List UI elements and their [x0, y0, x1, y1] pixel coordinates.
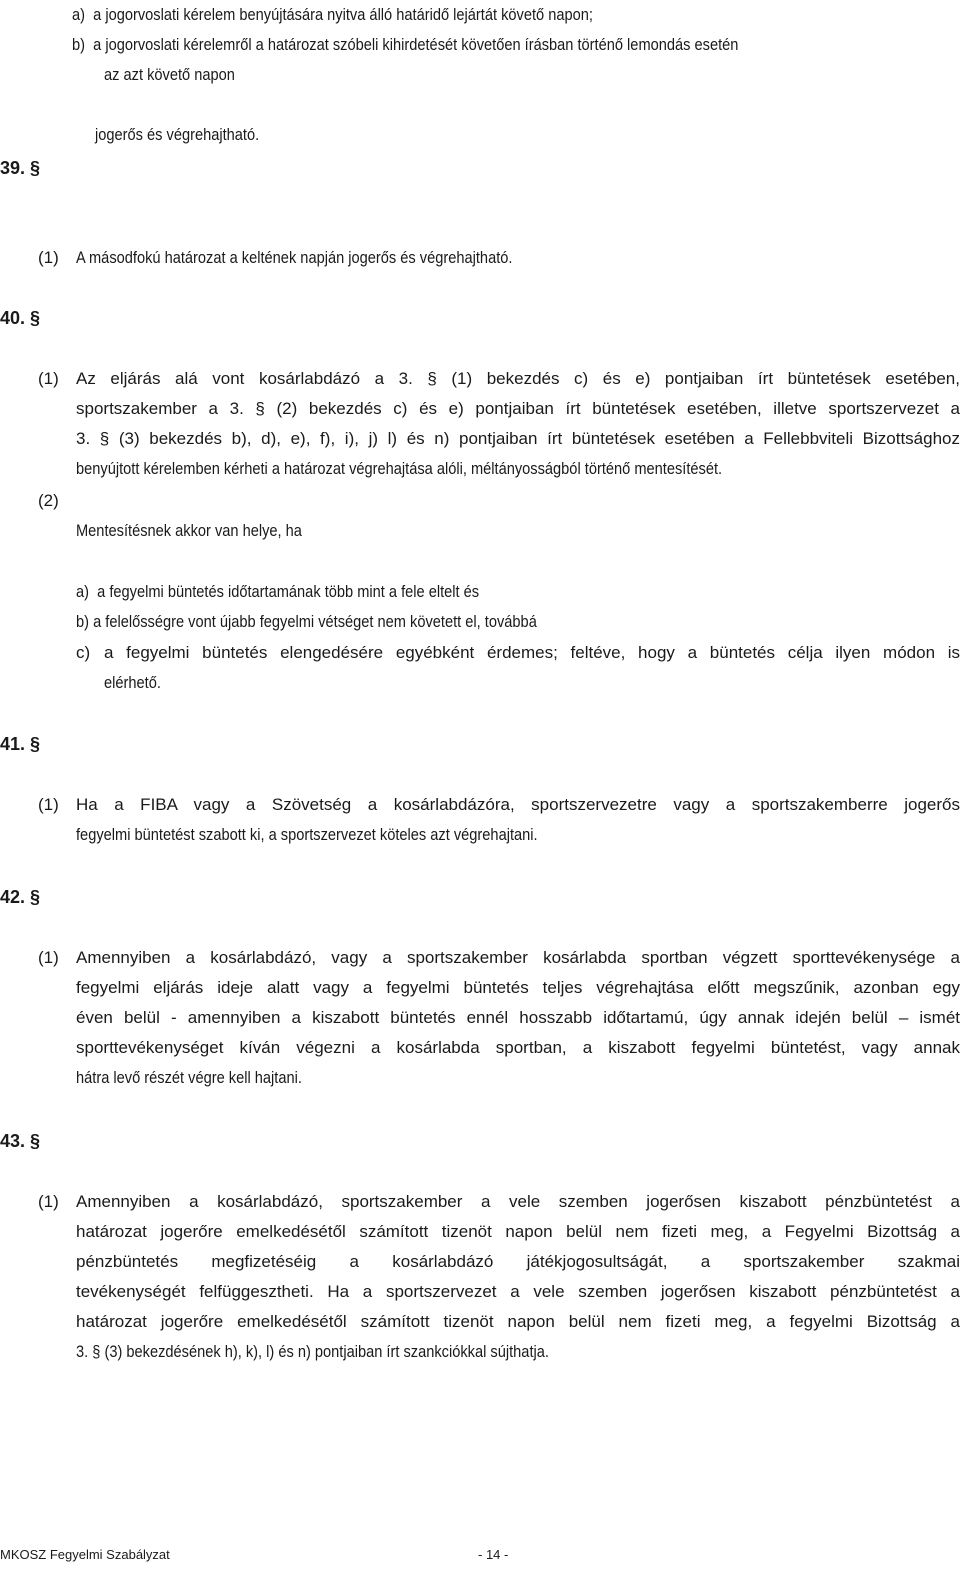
- paragraph-number: (1): [38, 248, 59, 267]
- paragraph-number: (2): [38, 491, 59, 510]
- text-line: 3. § (3) bekezdésének h), k), l) és n) pontjaiban írt szankciókkal sújthatja.: [76, 1342, 549, 1361]
- section-heading-42: 42. §: [0, 887, 41, 907]
- top-list-item-b-cont: az azt követő napon: [104, 65, 235, 84]
- section-42-paragraph-1: [76, 943, 960, 1093]
- text-line: határozat jogerőre emelkedésétől számított tizenöt napon belül nem fizeti meg, a Fegyelmi Bizottság a: [76, 1222, 960, 1241]
- text-line: fegyelmi eljárás ideje alatt vagy a fegyelmi büntetés teljes végrehajtása előtt megszűnik, azonban egy: [76, 978, 960, 997]
- text-line: Amennyiben a kosárlabdázó, sportszakember a vele szemben jogerősen kiszabott pénzbüntetést a: [76, 1192, 960, 1211]
- section-heading-40: 40. §: [0, 308, 41, 328]
- paragraph-number: (1): [38, 1192, 59, 1211]
- text-line: Ha a FIBA vagy a Szövetség a kosárlabdázóra, sportszervezetre vagy a sportszakemberre jogerős: [76, 795, 960, 814]
- section-39-paragraph-1: A másodfokú határozat a keltének napján jogerős és végrehajtható.: [76, 248, 513, 267]
- top-list-item-b: b) a jogorvoslati kérelemről a határozat szóbeli kihirdetését követően írásban történő lemondás esetén: [72, 35, 739, 54]
- text-line: Amennyiben a kosárlabdázó, vagy a sportszakember kosárlabda sportban végzett sporttevékenysége a: [76, 948, 960, 967]
- text-line: sportszakember a 3. § (2) bekezdés c) és e) pontjaiban írt büntetések esetében, illetve sportszervezet a: [76, 399, 960, 418]
- top-list-tail: jogerős és végrehajtható.: [95, 125, 260, 144]
- section-heading-41: 41. §: [0, 734, 41, 754]
- list-item: a) a fegyelmi büntetés időtartamának több mint a fele eltelt és: [76, 582, 480, 601]
- list-item-cont: elérhető.: [104, 673, 161, 692]
- text-line: fegyelmi büntetést szabott ki, a sportszervezet köteles azt végrehajtani.: [76, 825, 538, 844]
- section-40-paragraph-2: Mentesítésnek akkor van helye, ha: [76, 521, 302, 540]
- text-line: benyújtott kérelemben kérheti a határozat végrehajtása alóli, méltányosságból történő mentesítését.: [76, 459, 723, 478]
- section-heading-43: 43. §: [0, 1131, 41, 1151]
- section-41-paragraph-1: [76, 790, 960, 850]
- text-line: pénzbüntetés megfizetéséig a kosárlabdázó játékjogosultságát, a sportszakember szakmai: [76, 1252, 960, 1271]
- paragraph-number: (1): [38, 369, 59, 388]
- paragraph-number: (1): [38, 948, 59, 967]
- list-item: b) a felelősségre vont újabb fegyelmi vétséget nem követett el, továbbá: [76, 612, 537, 631]
- text-line: Az eljárás alá vont kosárlabdázó a 3. § (1) bekezdés c) és e) pontjaiban írt büntetések esetében,: [76, 369, 960, 388]
- section-40-paragraph-1: [76, 364, 960, 484]
- top-list-item-a: a) a jogorvoslati kérelem benyújtására nyitva álló határidő lejártát követő napon;: [72, 5, 593, 24]
- section-43-paragraph-1: [76, 1187, 960, 1367]
- text-line: határozat jogerőre emelkedésétől számított tizenöt napon belül nem fizeti meg, a fegyelmi Bizottság a: [76, 1312, 960, 1331]
- text-line: éven belül - amennyiben a kiszabott büntetés ennél hosszabb időtartamú, úgy annak idején belül – ismét: [76, 1008, 960, 1027]
- footer-page-number: - 14 -: [478, 1547, 509, 1562]
- text-line: hátra levő részét végre kell hajtani.: [76, 1068, 302, 1087]
- footer-doc-title: MKOSZ Fegyelmi Szabályzat: [0, 1547, 170, 1562]
- paragraph-number: (1): [38, 795, 59, 814]
- section-heading-39: 39. §: [0, 158, 41, 178]
- list-item: c) a fegyelmi büntetés elengedésére egyébként érdemes; feltéve, hogy a büntetés célja ilyen módon is: [76, 643, 960, 662]
- text-line: 3. § (3) bekezdés b), d), e), f), i), j) l) és n) pontjaiban írt büntetések esetében a Fellebbviteli Bizottsághoz: [76, 429, 960, 448]
- text-line: sporttevékenységet kíván végezni a kosárlabda sportban, a kiszabott fegyelmi büntetést, vagy annak: [76, 1038, 960, 1057]
- text-line: tevékenységét felfüggesztheti. Ha a sportszervezet a vele szemben jogerősen kiszabott pénzbüntetést a: [76, 1282, 960, 1301]
